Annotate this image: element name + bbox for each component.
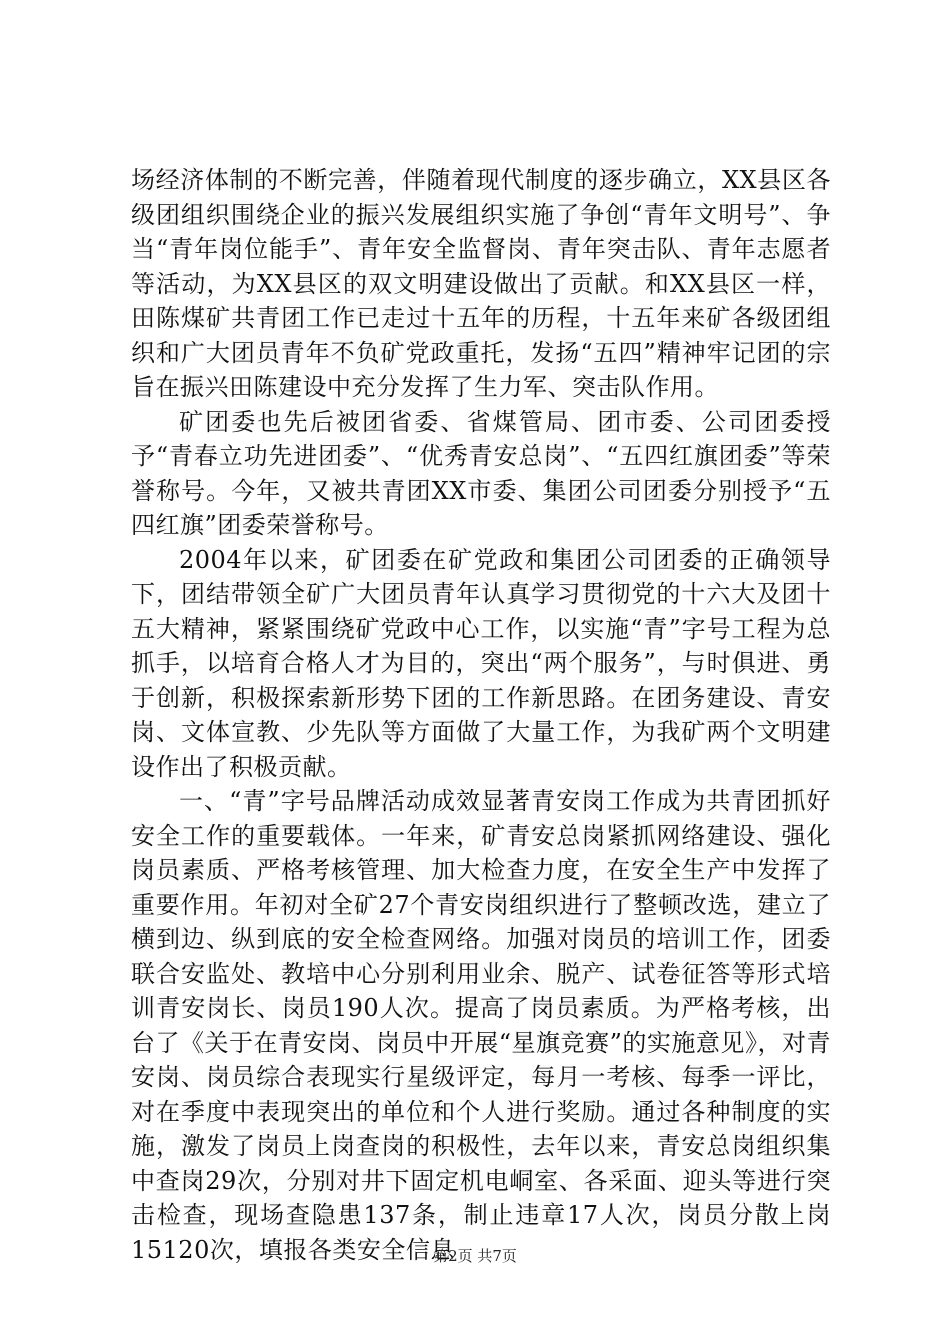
document-body (131, 163, 831, 1267)
paragraph-1: 场经济体制的不断完善，伴随着现代制度的逐步确立，XX县区各级团组织围绕企业的振兴发展组织实施了争创“青年文明号”、争当“青年岗位能手”、青年安全监督岗、青年突击队、青年志愿者等活动，为XX县区的双文明建设做出了贡献。和XX县区一样，田陈煤矿共青团工作已走过十五年的历程，十五年来矿各级团组织和广大团员青年不负矿党政重托，发扬“五四”精神牢记团的宗旨在振兴田陈建设中充分发挥了生力军、突击队作用。 (131, 166, 831, 401)
page-footer (0, 1245, 950, 1266)
paragraph-3: 2004年以来，矿团委在矿党政和集团公司团委的正确领导下，团结带领全矿广大团员青年认真学习贯彻党的十六大及团十五大精神，紧紧围绕矿党政中心工作，以实施“青”字号工程为总抓手，以培育合格人才为目的，突出“两个服务”，与时俱进、勇于创新，积极探索新形势下团的工作新思路。在团务建设、青安岗、文体宣教、少先队等方面做了大量工作，为我矿两个文明建设作出了积极贡献。 (131, 545, 831, 781)
paragraph-4: 一、“青”字号品牌活动成效显著青安岗工作成为共青团抓好安全工作的重要载体。一年来，矿青安总岗紧抓网络建设、强化岗员素质、严格考核管理、加大检查力度，在安全生产中发挥了重要作用。年初对全矿27个青安岗组织进行了整顿改选，建立了横到边、纵到底的安全检查网络。加强对岗员的培训工作，团委联合安监处、教培中心分别利用业余、脱产、试卷征答等形式培训青安岗长、岗员190人次。提高了岗员素质。为严格考核，出台了《关于在青安岗、岗员中开展“星旗竞赛”的实施意见》，对青安岗、岗员综合表现实行星级评定，每月一考核、每季一评比，对在季度中表现突出的单位和个人进行奖励。通过各种制度的实施，激发了岗员上岗查岗的积极性，去年以来，青安总岗组织集中查岗29次，分别对井下固定机电峒室、各采面、迎头等进行突击检查，现场查隐患137条，制止违章17人次，岗员分散上岗15120次，填报各类安全信息 (131, 787, 831, 1264)
page-number-label: 第2页 共7页 (433, 1247, 517, 1265)
paragraph-2: 矿团委也先后被团省委、省煤管局、团市委、公司团委授予“青春立功先进团委”、“优秀青安总岗”、“五四红旗团委”等荣誉称号。今年，又被共青团XX市委、集团公司团委分别授予“五四红旗”团委荣誉称号。 (131, 407, 831, 539)
